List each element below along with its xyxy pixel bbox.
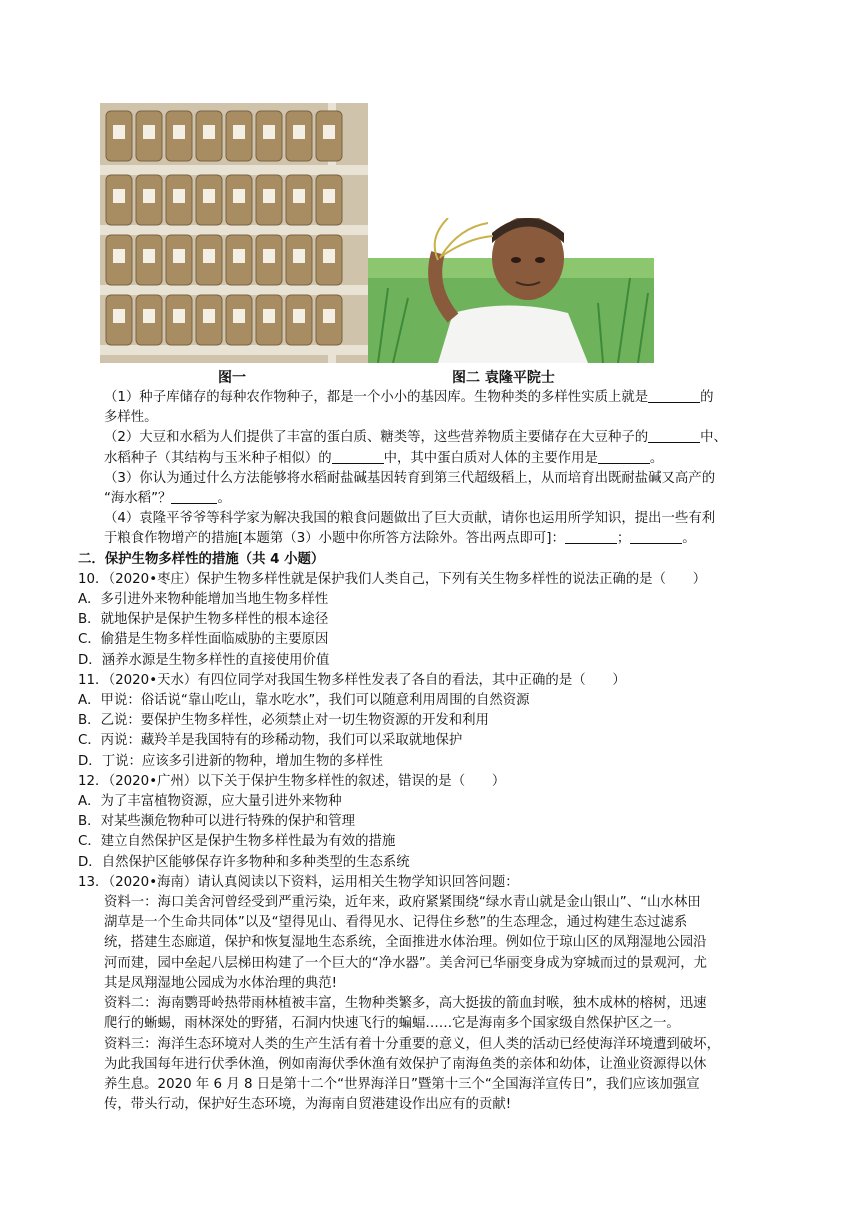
jar-label — [143, 189, 155, 203]
jar-label — [143, 249, 155, 263]
q9-part4-line2 — [78, 529, 783, 549]
q13-material-3-line: 为此我国每年进行伏季休渔，例如南海伏季休渔有效保护了南海鱼类的亲体和幼体，让渔业资源得以休 — [104, 1056, 707, 1072]
jar-label — [323, 189, 335, 203]
jar-label — [293, 249, 305, 263]
q13-material-2-line: 资料二：海南鹦哥岭热带雨林植被丰富，生物种类繁多，高大挺拔的箭血封喉，独木成林的榕树，迅速 — [104, 996, 707, 1012]
q10-option-b[interactable]: B．就地保护是保护生物多样性的根本途径 — [78, 612, 329, 628]
answer-blank[interactable] — [171, 489, 217, 504]
jar-label — [113, 125, 125, 139]
jar-label — [203, 189, 215, 203]
q9-part1-tail: 的 — [700, 390, 714, 405]
q9-part3: （3）你认为通过什么方法能够将水稻耐盐碱基因转育到第三代超级稻上，从而培育出既耐盐碱又高产的 — [104, 470, 716, 486]
jar-label — [203, 249, 215, 263]
answer-blank[interactable] — [565, 529, 617, 544]
q10-option-c[interactable]: C．偷猎是生物多样性面临威胁的主要原因 — [78, 632, 329, 648]
answer-blank[interactable] — [648, 388, 700, 403]
jar-label — [173, 189, 185, 203]
q9-part2-end: 。 — [649, 450, 664, 466]
jar-label — [233, 309, 245, 323]
q12-option-b[interactable]: B．对某些濒危物种可以进行特殊的保护和管理 — [78, 814, 355, 830]
jar-label — [323, 309, 335, 323]
q10-stem: 10．（2020•枣庄）保护生物多样性就是保护我们人类自己，下列有关生物多样性的说法正确的是（ ） — [78, 571, 707, 587]
jar-label — [293, 309, 305, 323]
q12-option-d[interactable]: D．自然保护区能够保存许多物种和多种类型的生态系统 — [78, 854, 410, 870]
q12-option-c[interactable]: C．建立自然保护区是保护生物多样性最为有效的措施 — [78, 834, 396, 850]
jar-label — [323, 125, 335, 139]
q9-part2-text2: 水稻种子（其结构与玉米种子相似）的 — [104, 450, 332, 466]
figure-2-caption: 图二 袁隆平院士 — [452, 370, 555, 386]
q9-part3-text2: “海水稻”？ — [104, 491, 172, 507]
jar-label — [263, 249, 275, 263]
q10-option-a[interactable]: A．多引进外来物种能增加当地生物多样性 — [78, 592, 329, 608]
q9-part2-tail: 中、 — [700, 430, 727, 446]
q13-material-3-line: 资料三：海洋生态环境对人类的生产生活有着十分重要的意义，但人类的活动已经使海洋环境遭到破坏， — [104, 1036, 720, 1052]
q11-option-c[interactable]: C．丙说：藏羚羊是我国特有的珍稀动物，我们可以采取就地保护 — [78, 733, 463, 749]
jar-label — [173, 125, 185, 139]
q9-part4-sep: ； — [616, 531, 631, 547]
q13-material-1-line: 统，搭建生态廊道，保护和恢复湿地生态系统，全面推进水体治理。例如位于琼山区的凤翔湿地公园沿 — [104, 935, 707, 951]
q9-part4-text2: 于粮食作物增产的措施[本题第（3）小题中你所答方法除外。答出两点即可]： — [104, 531, 565, 547]
jar-label — [233, 249, 245, 263]
jar-label — [173, 249, 185, 263]
q13-material-1-line: 资料一：海口美舍河曾经受到严重污染，近年来，政府紧紧围绕“绿水青山就是金山银山”、“山水林田 — [104, 895, 701, 911]
q9-part4-end: 。 — [682, 531, 696, 547]
q11-stem: 11．（2020•天水）有四位同学对我国生物多样性发表了各自的看法，其中正确的是（ ） — [78, 672, 626, 688]
question-body — [78, 388, 783, 1115]
q13-material-2-line: 爬行的蜥蜴，雨林深处的野猪，石洞内快速飞行的蝙蝠……它是海南多个国家级自然保护区之一。 — [104, 1016, 680, 1032]
q13-stem: 13．（2020•海南）请认真阅读以下资料，运用相关生物学知识回答问题： — [78, 874, 519, 890]
section-2-title: 二．保护生物多样性的措施（共 4 小题） — [78, 551, 325, 567]
q9-part3-end: 。 — [217, 491, 231, 507]
q10-option-d[interactable]: D．涵养水源是生物多样性的直接使用价值 — [78, 652, 330, 668]
jar-label — [203, 309, 215, 323]
jar-label — [293, 189, 305, 203]
seed-bank-photo — [100, 103, 368, 363]
q9-part2-text: （2）大豆和水稻为人们提供了丰富的蛋白质、糖类等，这些营养物质主要储存在大豆种子的 — [104, 430, 649, 446]
q9-part1-line2: 多样性。 — [104, 410, 158, 426]
jar-label — [113, 309, 125, 323]
q13-material-3-line: 传，带头行动，保护好生态环境，为海南自贸港建设作出应有的贡献! — [104, 1097, 512, 1113]
jar-label — [263, 189, 275, 203]
jar-label — [143, 309, 155, 323]
q9-part1 — [78, 388, 783, 408]
answer-blank[interactable] — [648, 428, 700, 443]
answer-blank[interactable] — [598, 449, 650, 464]
yuan-longping-photo — [368, 218, 654, 363]
jar-label — [203, 125, 215, 139]
q9-part4: （4）袁隆平爷爷等科学家为解决我国的粮食问题做出了巨大贡献，请你也运用所学知识，提出一些有利 — [104, 511, 716, 527]
q12-option-a[interactable]: A．为了丰富植物资源，应大量引进外来物种 — [78, 794, 342, 810]
q13-material-1-line: 河而建，园中垒起八层梯田构建了一个巨大的“净水器”。美舍河已华丽变身成为穿城而过的景观河，尤 — [104, 955, 708, 971]
jar-label — [323, 249, 335, 263]
jar-label — [263, 309, 275, 323]
jar-label — [233, 189, 245, 203]
figure-1-caption: 图一 — [218, 370, 246, 386]
q9-part2 — [78, 428, 783, 448]
q11-option-d[interactable]: D．丁说：应该多引进新的物种，增加生物的多样性 — [78, 753, 383, 769]
answer-blank[interactable] — [332, 449, 384, 464]
q9-part1-text: （1）种子库储存的每种农作物种子，都是一个小小的基因库。生物种类的多样性实质上就是 — [104, 390, 649, 405]
q9-part2-line2 — [78, 449, 783, 469]
q9-part3-line2 — [78, 489, 783, 509]
jar-label — [173, 309, 185, 323]
q13-material-1-line: 湖草是一个生命共同体”以及“望得见山、看得见水、记得住乡愁”的生态理念，通过构建生态过滤系 — [104, 915, 688, 931]
jar-label — [113, 189, 125, 203]
jar-label — [143, 125, 155, 139]
q13-material-1-line: 其是凤翔湿地公园成为水体治理的典范! — [104, 975, 338, 991]
q11-option-a[interactable]: A．甲说：俗话说“靠山吃山，靠水吃水”，我们可以随意利用周围的自然资源 — [78, 693, 530, 709]
q12-stem: 12．（2020•广州）以下关于保护生物多样性的叙述，错误的是（ ） — [78, 773, 506, 789]
jar-label — [233, 125, 245, 139]
jar-label — [293, 125, 305, 139]
q11-option-b[interactable]: B．乙说：要保护生物多样性，必须禁止对一切生物资源的开发和利用 — [78, 713, 489, 729]
jar-label — [263, 125, 275, 139]
q13-material-3-line: 养生息。2020 年 6 月 8 日是第十二个“世界海洋日”暨第十三个“全国海洋宣传日”，我们应该加强宣 — [104, 1076, 700, 1092]
jar-label — [113, 249, 125, 263]
q9-part2-text3: 中，其中蛋白质对人体的主要作用是 — [383, 450, 598, 466]
answer-blank[interactable] — [630, 529, 682, 544]
